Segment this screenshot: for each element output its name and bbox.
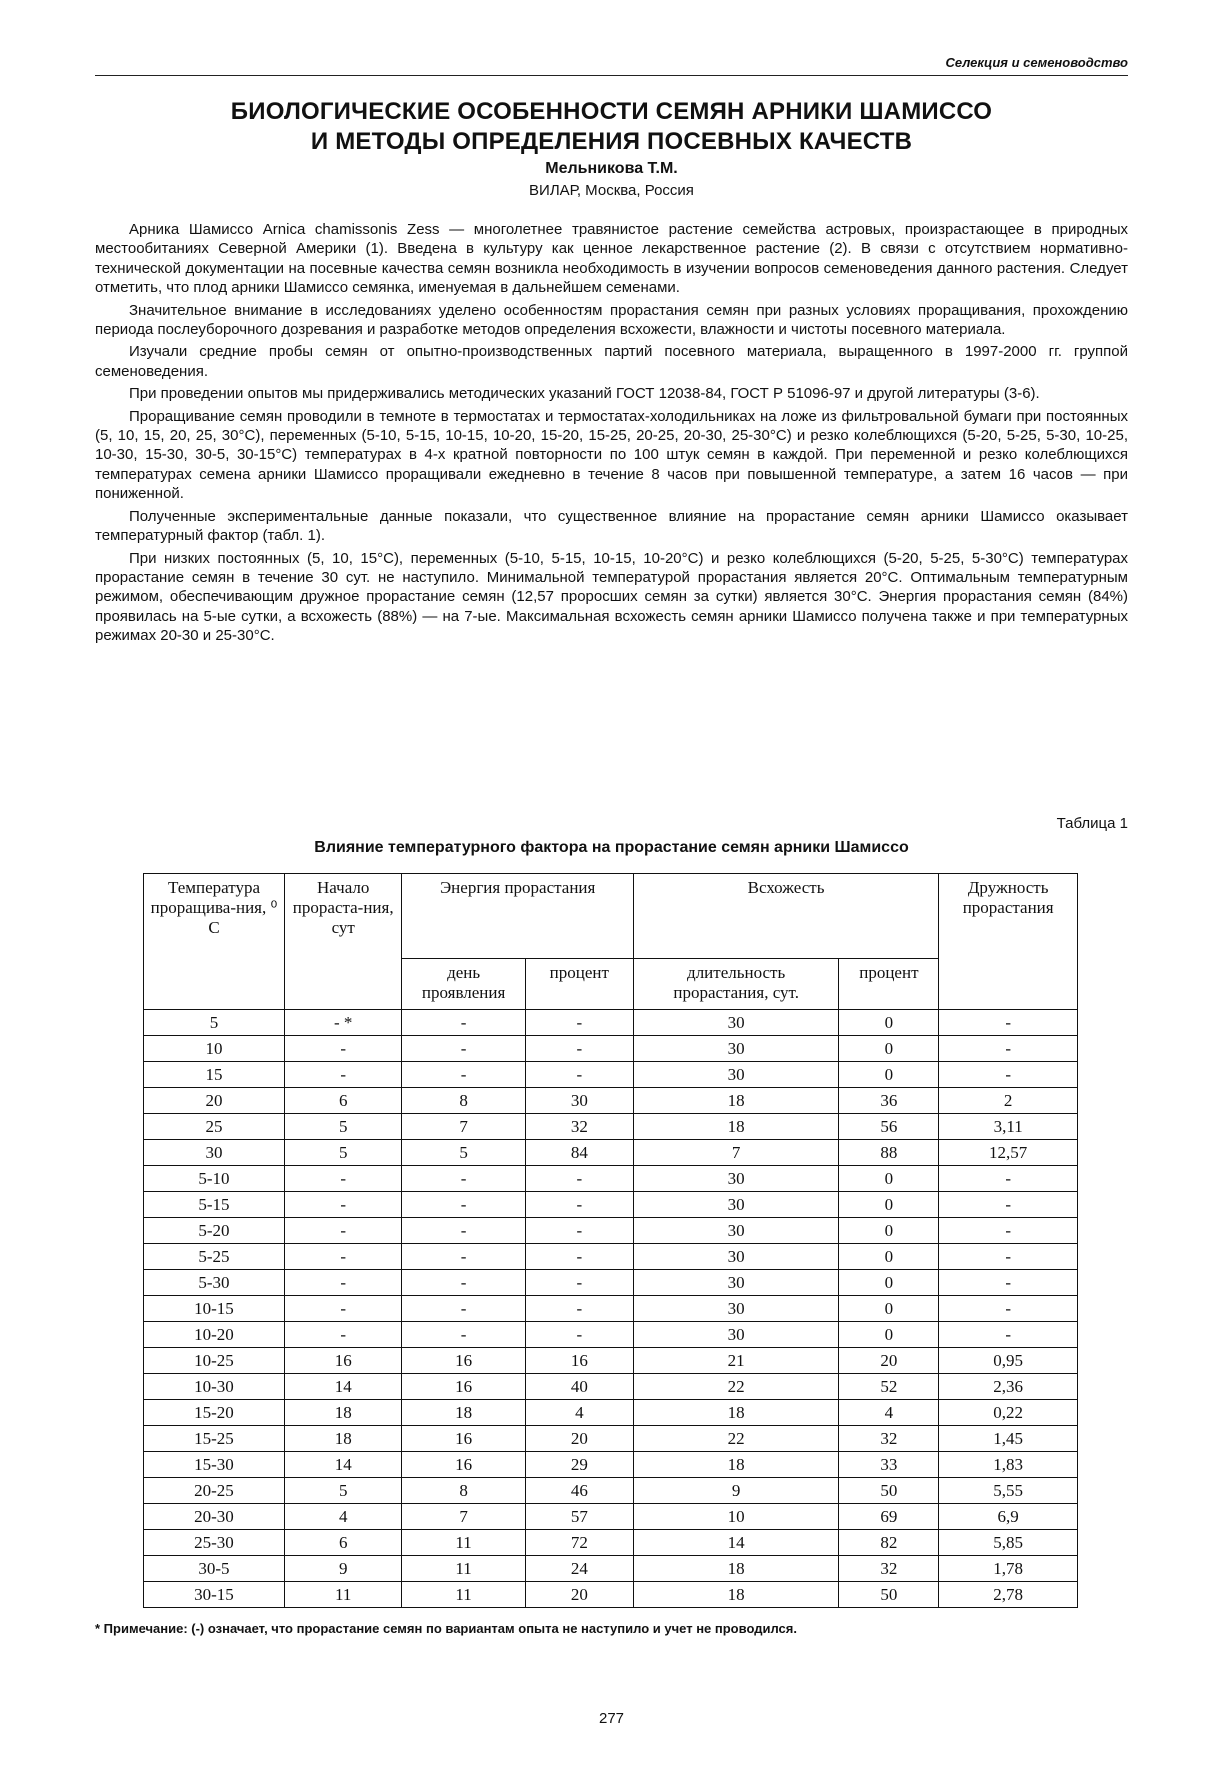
table-row — [144, 1244, 1078, 1270]
table-cell: - — [939, 1166, 1078, 1192]
header-start: Начало прораста-ния, сут — [284, 874, 401, 1010]
table-cell: 32 — [525, 1114, 633, 1140]
table-cell: 5 — [284, 1478, 401, 1504]
table-cell: - — [939, 1036, 1078, 1062]
table-cell: 20 — [144, 1088, 285, 1114]
table-cell: - — [525, 1166, 633, 1192]
table-cell: 5-30 — [144, 1270, 285, 1296]
header-temperature: Температура проращива-ния, ⁰ С — [144, 874, 285, 1010]
table-cell: 56 — [839, 1114, 939, 1140]
table-cell: 25 — [144, 1114, 285, 1140]
table-cell: - — [402, 1036, 525, 1062]
table-cell: - — [284, 1062, 401, 1088]
table-cell: 25-30 — [144, 1530, 285, 1556]
header-germination: Всхожесть — [633, 874, 938, 959]
table-cell: 5 — [284, 1140, 401, 1166]
table-cell: 1,45 — [939, 1426, 1078, 1452]
table-title: Влияние температурного фактора на прорастание семян арники Шамиссо — [314, 839, 909, 856]
table-row — [144, 1582, 1078, 1608]
table-cell: 30 — [633, 1036, 839, 1062]
table-row — [144, 1530, 1078, 1556]
table-cell: - — [402, 1322, 525, 1348]
table-cell: - — [525, 1270, 633, 1296]
table-cell: - — [284, 1296, 401, 1322]
table-cell: 15-25 — [144, 1426, 285, 1452]
table-cell: 4 — [284, 1504, 401, 1530]
table-row — [144, 1114, 1078, 1140]
table-cell: - — [402, 1166, 525, 1192]
table-cell: 14 — [633, 1530, 839, 1556]
table-cell: - — [525, 1036, 633, 1062]
table-cell: 20 — [839, 1348, 939, 1374]
author-name: Мельникова Т.М. — [545, 160, 678, 177]
table-row — [144, 1504, 1078, 1530]
table-cell: 0 — [839, 1062, 939, 1088]
header-energy: Энергия прорастания — [402, 874, 633, 959]
header-energy-percent: процент — [525, 959, 633, 1010]
table-cell: - — [402, 1244, 525, 1270]
table-cell: 15-30 — [144, 1452, 285, 1478]
table-cell: 10-25 — [144, 1348, 285, 1374]
table-row — [144, 1348, 1078, 1374]
table-cell: 20 — [525, 1582, 633, 1608]
article-body — [95, 220, 1128, 649]
table-cell: 9 — [633, 1478, 839, 1504]
table-cell: 20 — [525, 1426, 633, 1452]
table-cell: 5-20 — [144, 1218, 285, 1244]
header-uniformity: Дружность прорастания — [939, 874, 1078, 1010]
table-cell: 11 — [402, 1556, 525, 1582]
table-cell: - — [939, 1296, 1078, 1322]
header-germ-percent: процент — [839, 959, 939, 1010]
table-cell: 18 — [633, 1556, 839, 1582]
table-cell: 30 — [633, 1192, 839, 1218]
table-cell: 22 — [633, 1374, 839, 1400]
table-cell: - — [939, 1322, 1078, 1348]
table-cell: 5 — [402, 1140, 525, 1166]
table-cell: 18 — [633, 1114, 839, 1140]
paragraph: При проведении опытов мы придерживались методических указаний ГОСТ 12038-84, ГОСТ Р 51096-97 и другой литературы (3-6). — [129, 385, 1040, 403]
table-cell: 30 — [633, 1296, 839, 1322]
table-cell: - — [939, 1244, 1078, 1270]
table-cell: 16 — [402, 1452, 525, 1478]
table-cell: 5 — [144, 1010, 285, 1036]
table-cell: 0 — [839, 1036, 939, 1062]
table-cell: 30 — [633, 1322, 839, 1348]
table-cell: 21 — [633, 1348, 839, 1374]
table-cell: - — [525, 1244, 633, 1270]
page-number: 277 — [598, 1710, 625, 1727]
table-row — [144, 1036, 1078, 1062]
table-cell: 10 — [633, 1504, 839, 1530]
table-cell: 10-15 — [144, 1296, 285, 1322]
table-row — [144, 1010, 1078, 1036]
table-cell: - — [525, 1062, 633, 1088]
table-cell: - — [284, 1270, 401, 1296]
table-row — [144, 1296, 1078, 1322]
table-cell: - — [402, 1062, 525, 1088]
paragraph: Изучали средние пробы семян от опытно-производственных партий посевного материала, выращенного в 1997-2000 гг. группой семеноведения. — [95, 343, 1128, 380]
table-cell: 2,36 — [939, 1374, 1078, 1400]
table-cell: - — [402, 1192, 525, 1218]
table-row — [144, 1426, 1078, 1452]
table-cell: 18 — [633, 1400, 839, 1426]
table-cell: 30 — [633, 1010, 839, 1036]
table-cell: 16 — [525, 1348, 633, 1374]
table-cell: 0 — [839, 1166, 939, 1192]
table-cell: - — [939, 1062, 1078, 1088]
table-cell: - — [284, 1036, 401, 1062]
table-cell: 69 — [839, 1504, 939, 1530]
table-row — [144, 1452, 1078, 1478]
table-row — [144, 1088, 1078, 1114]
table-cell: - — [402, 1218, 525, 1244]
table-cell: - — [525, 1192, 633, 1218]
table-cell: 88 — [839, 1140, 939, 1166]
table-cell: 5-25 — [144, 1244, 285, 1270]
table-cell: 18 — [633, 1088, 839, 1114]
table-cell: 0 — [839, 1322, 939, 1348]
table-note: * Примечание: (-) означает, что прорастание семян по вариантам опыта не наступило и учет не проводился. — [95, 1621, 797, 1636]
table-row — [144, 1166, 1078, 1192]
table-cell: 30 — [144, 1140, 285, 1166]
section-header: Селекция и семеноводство — [95, 55, 1128, 76]
table-cell: 30 — [633, 1218, 839, 1244]
table-row — [144, 1218, 1078, 1244]
table-cell: 33 — [839, 1452, 939, 1478]
table-row — [144, 1322, 1078, 1348]
table-cell: 0 — [839, 1192, 939, 1218]
table-cell: - — [284, 1322, 401, 1348]
table-cell: 3,11 — [939, 1114, 1078, 1140]
paragraph: Проращивание семян проводили в темноте в термостатах и термостатах-холодильниках на ложе из фильтровальной бумаги при постоянных (5, 10, 15, 20, 25, 30°С), переменных (5-10, 5-15, 10-15, 10-20, 15-20, 15-25, 20-25, 20-30, 25-30°С) и резко колеблющихся (5-20, 5-25, 5-30, 10-25, 10-30, 15-30, 30-5, 30-15°С) температурах в 4-х кратной повторности по 100 штук семян в каждой. При переменной и резко колеблющихся температурах семена арники Шамиссо проращивали ежедневно в течение 8 часов при повышенной температуре, а затем 16 часов — при пониженной. — [95, 407, 1128, 503]
table-cell: 46 — [525, 1478, 633, 1504]
table-cell: 0 — [839, 1296, 939, 1322]
author-affiliation: ВИЛАР, Москва, Россия — [529, 182, 694, 199]
table-cell: 6 — [284, 1530, 401, 1556]
table-cell: 6 — [284, 1088, 401, 1114]
table-caption: Таблица 1 — [1056, 815, 1128, 832]
paragraph: Арника Шамиссо Arnica chamissonis Zess — многолетнее травянистое растение семейства астровых, произрастающее в природных местообитаниях Северной Америки (1). Введена в культуру как ценное лекарственное растение (2). В связи с отсутствием нормативно-технической документации на посевные качества семян возникла необходимость в изучении вопросов семеноведения данного растения. Следует отметить, что плод арники Шамиссо семянка, именуемая в дальнейшем семенами. — [95, 221, 1128, 297]
table-cell: - — [939, 1270, 1078, 1296]
table-row — [144, 1062, 1078, 1088]
table-body — [144, 1010, 1078, 1608]
title-line-1: БИОЛОГИЧЕСКИЕ ОСОБЕННОСТИ СЕМЯН АРНИКИ ШАМИССО — [230, 98, 993, 125]
table-cell: 20-25 — [144, 1478, 285, 1504]
table-cell: 18 — [633, 1582, 839, 1608]
table-cell: 14 — [284, 1374, 401, 1400]
table-cell: 12,57 — [939, 1140, 1078, 1166]
table-cell: 18 — [633, 1452, 839, 1478]
table-cell: 24 — [525, 1556, 633, 1582]
table-cell: 40 — [525, 1374, 633, 1400]
table-cell: - — [284, 1218, 401, 1244]
table-cell: 0 — [839, 1218, 939, 1244]
table-cell: 30 — [525, 1088, 633, 1114]
table-cell: 7 — [402, 1114, 525, 1140]
table-cell: 7 — [402, 1504, 525, 1530]
table-row — [144, 1478, 1078, 1504]
table-cell: 32 — [839, 1426, 939, 1452]
table-cell: 5,85 — [939, 1530, 1078, 1556]
table-cell: 18 — [284, 1400, 401, 1426]
table-row — [144, 1556, 1078, 1582]
header-energy-day: день проявления — [402, 959, 525, 1010]
table-cell: 5-10 — [144, 1166, 285, 1192]
table-cell: 0 — [839, 1010, 939, 1036]
table-cell: 16 — [284, 1348, 401, 1374]
paragraph: Полученные экспериментальные данные показали, что существенное влияние на прорастание семян арники Шамиссо оказывает температурный фактор (табл. 1). — [95, 507, 1128, 545]
table-cell: - — [402, 1296, 525, 1322]
table-cell: 52 — [839, 1374, 939, 1400]
table-cell: 30 — [633, 1166, 839, 1192]
table-cell: 0 — [839, 1244, 939, 1270]
table-cell: 50 — [839, 1478, 939, 1504]
table-cell: 5-15 — [144, 1192, 285, 1218]
table-cell: - — [525, 1218, 633, 1244]
table-cell: - — [939, 1010, 1078, 1036]
table-cell: 32 — [839, 1556, 939, 1582]
table-cell: - — [284, 1192, 401, 1218]
table-cell: 1,83 — [939, 1452, 1078, 1478]
table-cell: 11 — [402, 1582, 525, 1608]
table-row — [144, 1140, 1078, 1166]
table-cell: 10-20 — [144, 1322, 285, 1348]
table-cell: 18 — [284, 1426, 401, 1452]
table-cell: 16 — [402, 1348, 525, 1374]
table-cell: 82 — [839, 1530, 939, 1556]
table-cell: 30-5 — [144, 1556, 285, 1582]
table-cell: 16 — [402, 1374, 525, 1400]
table-cell: - — [284, 1244, 401, 1270]
table-cell: 7 — [633, 1140, 839, 1166]
article-title — [95, 97, 1128, 157]
table-cell: 2,78 — [939, 1582, 1078, 1608]
table-cell: 15-20 — [144, 1400, 285, 1426]
table-cell: 0,95 — [939, 1348, 1078, 1374]
table-cell: 72 — [525, 1530, 633, 1556]
table-cell: - — [939, 1192, 1078, 1218]
table-cell: - — [939, 1218, 1078, 1244]
table-cell: 4 — [525, 1400, 633, 1426]
table-row — [144, 1270, 1078, 1296]
table-row — [144, 1400, 1078, 1426]
table-cell: 1,78 — [939, 1556, 1078, 1582]
table-row — [144, 1192, 1078, 1218]
results-table — [143, 873, 1078, 1608]
table-cell: 30 — [633, 1270, 839, 1296]
table-cell: 5,55 — [939, 1478, 1078, 1504]
table-cell: 0,22 — [939, 1400, 1078, 1426]
table-cell: 6,9 — [939, 1504, 1078, 1530]
table-cell: 0 — [839, 1270, 939, 1296]
table-cell: 9 — [284, 1556, 401, 1582]
table-cell: - — [525, 1010, 633, 1036]
table-cell: 4 — [839, 1400, 939, 1426]
table-cell: - — [525, 1322, 633, 1348]
header-germ-duration: длительность прорастания, сут. — [633, 959, 839, 1010]
table-cell: 14 — [284, 1452, 401, 1478]
table-cell: 36 — [839, 1088, 939, 1114]
table-cell: 10-30 — [144, 1374, 285, 1400]
table-cell: 57 — [525, 1504, 633, 1530]
table-cell: 8 — [402, 1088, 525, 1114]
paragraph: Значительное внимание в исследованиях уделено особенностям прорастания семян при разных условиях проращивания, прохождению периода послеуборочного дозревания и разработке методов определения всхожести, влажности и чистоты посевного материала. — [95, 301, 1128, 339]
table-cell: - — [402, 1010, 525, 1036]
paragraph: При низких постоянных (5, 10, 15°С), переменных (5-10, 5-15, 10-15, 10-20°С) и резко колеблющихся (5-20, 5-25, 5-30°С) температурах прорастание семян в течение 30 сут. не наступило. Минимальной температурой прорастания является 20°С. Оптимальным температурным режимом, обеспечивающим дружное прорастание семян (12,57 проросших семян за сутки) является 30°С. Энергия прорастания семян (84%) проявилась на 5-ые сутки, а всхожесть (88%) — на 7-ые. Максимальная всхожесть семян арники Шамиссо получена также и при температурных режимах 20-30 и 25-30°С. — [95, 549, 1128, 645]
table-cell: 11 — [402, 1530, 525, 1556]
table-cell: - * — [284, 1010, 401, 1036]
table-cell: 11 — [284, 1582, 401, 1608]
table-cell: 2 — [939, 1088, 1078, 1114]
table-cell: 30-15 — [144, 1582, 285, 1608]
table-row — [144, 1374, 1078, 1400]
table-cell: 22 — [633, 1426, 839, 1452]
table-cell: - — [284, 1166, 401, 1192]
table-cell: 8 — [402, 1478, 525, 1504]
table-cell: 5 — [284, 1114, 401, 1140]
table-cell: 84 — [525, 1140, 633, 1166]
table-cell: - — [402, 1270, 525, 1296]
table-cell: 16 — [402, 1426, 525, 1452]
table-cell: 15 — [144, 1062, 285, 1088]
table-cell: 29 — [525, 1452, 633, 1478]
table-cell: 50 — [839, 1582, 939, 1608]
table-cell: 18 — [402, 1400, 525, 1426]
table-cell: 20-30 — [144, 1504, 285, 1530]
table-cell: 10 — [144, 1036, 285, 1062]
table-cell: 30 — [633, 1062, 839, 1088]
title-line-2: И МЕТОДЫ ОПРЕДЕЛЕНИЯ ПОСЕВНЫХ КАЧЕСТВ — [310, 128, 913, 155]
table-cell: - — [525, 1296, 633, 1322]
table-cell: 30 — [633, 1244, 839, 1270]
